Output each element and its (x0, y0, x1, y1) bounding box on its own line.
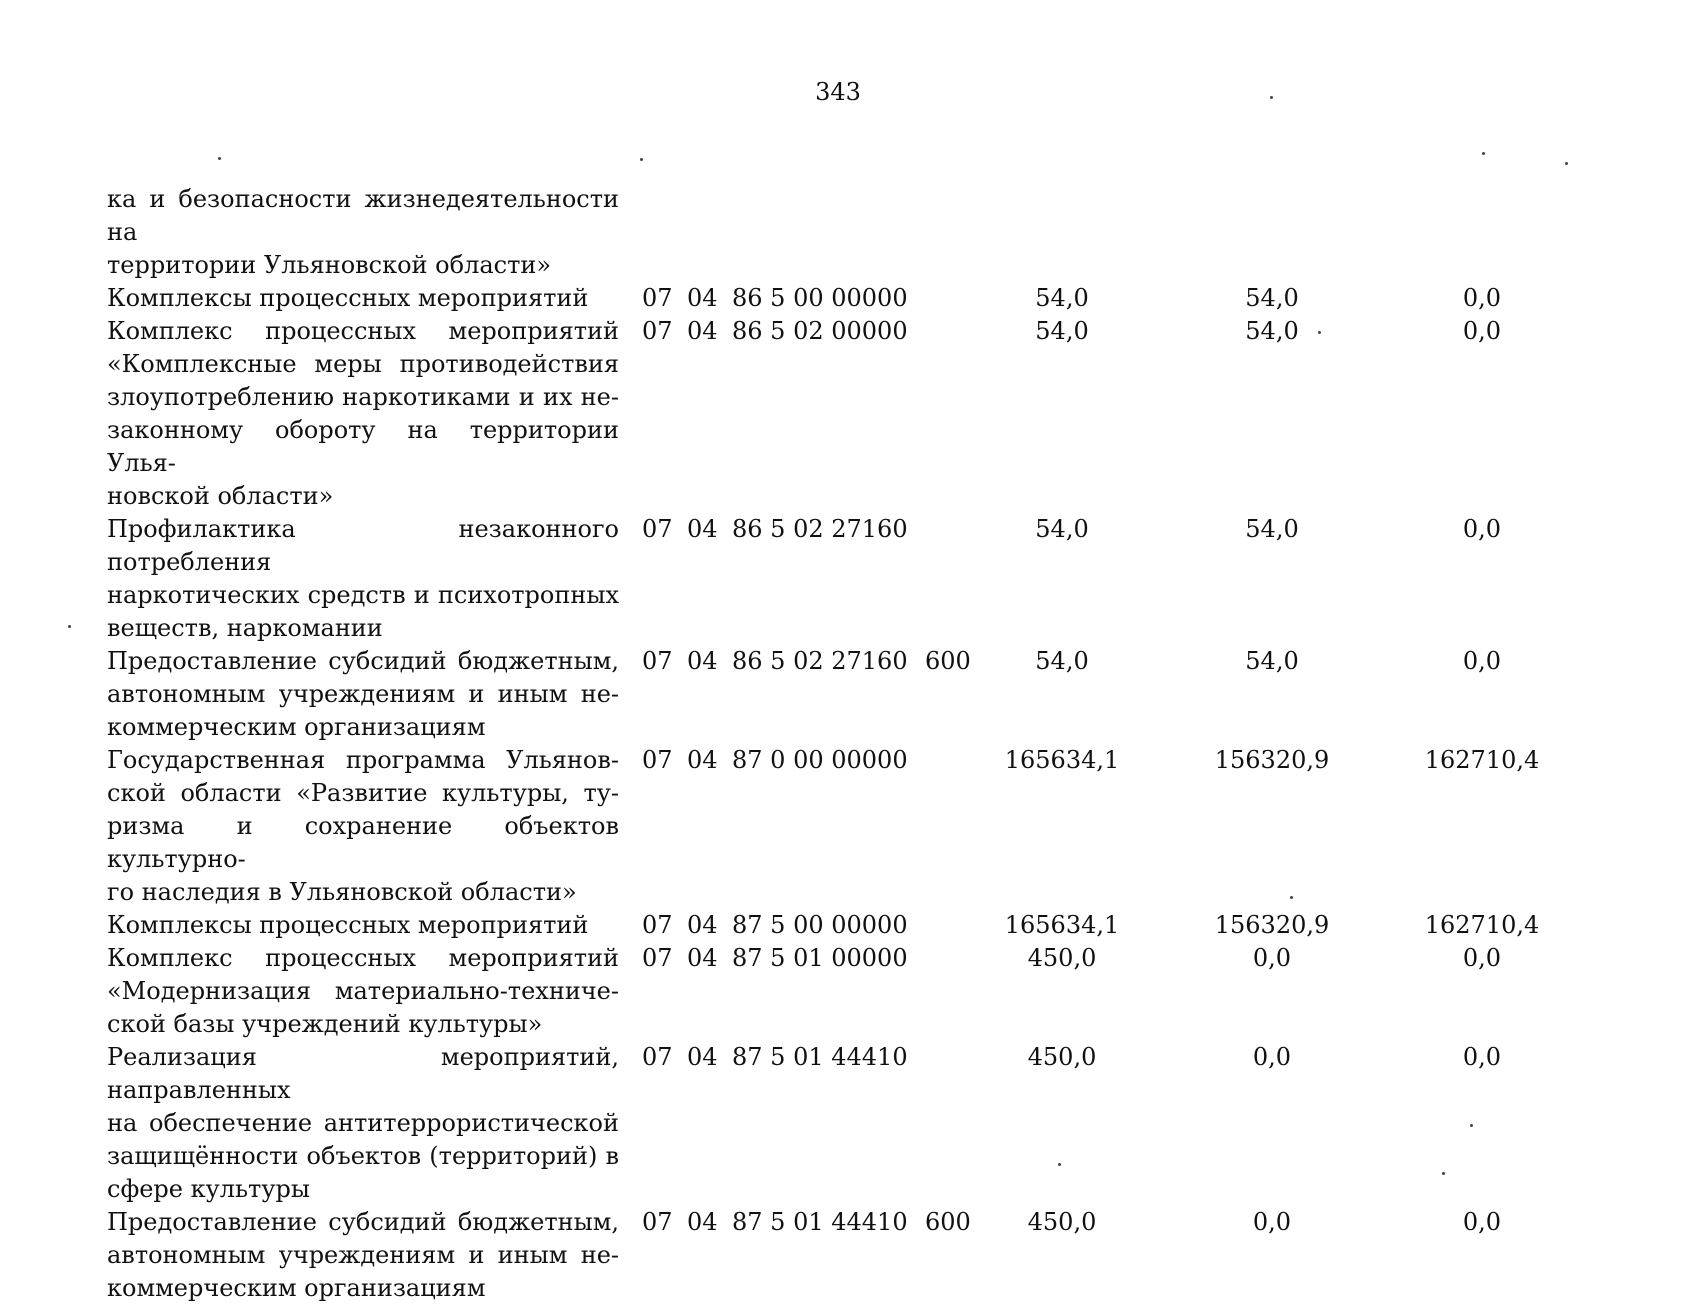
amount-year-3: 162710,4 (1424, 746, 1540, 774)
table-row (107, 513, 1587, 645)
table-row (107, 1041, 1587, 1206)
row-name-line: автономным учреждениям и иным не- (107, 680, 619, 708)
table-row (107, 282, 1587, 315)
subsection-code: 04 (687, 911, 718, 939)
table-row (107, 942, 1587, 1041)
section-code: 07 (642, 911, 673, 939)
row-name-line: ка и безопасности жизнедеятельности на (107, 185, 619, 246)
amount-year-2: 54,0 (1245, 647, 1299, 675)
row-name-line: злоупотреблению наркотиками и их не- (107, 383, 619, 411)
row-name-line: ризма и сохранение объектов культурно- (107, 812, 619, 873)
row-name (107, 513, 619, 645)
amount-year-3: 0,0 (1462, 1208, 1502, 1236)
row-name-line: Комплексы процессных мероприятий (107, 911, 589, 939)
amount-year-1: 165634,1 (1004, 746, 1120, 774)
scan-speck (1058, 1163, 1061, 1166)
table-row (107, 1206, 1587, 1305)
row-name (107, 942, 619, 1041)
target-article-code: 86 5 02 27160 (732, 647, 908, 675)
row-name-line: сфере культуры (107, 1175, 310, 1203)
amount-year-3: 162710,4 (1424, 911, 1540, 939)
target-article-code: 87 5 00 00000 (732, 911, 908, 939)
amount-year-3: 0,0 (1462, 317, 1502, 345)
page-number (0, 78, 1696, 106)
row-name-line: коммерческим организациям (107, 1274, 486, 1302)
scan-speck (1482, 152, 1485, 155)
scan-speck (1290, 896, 1293, 899)
amount-year-2: 156320,9 (1214, 911, 1330, 939)
amount-year-1: 54,0 (1035, 515, 1089, 543)
row-name (107, 315, 619, 513)
amount-year-2: 54,0 (1245, 284, 1299, 312)
row-name-line: «Модернизация материально-техниче- (107, 977, 619, 1005)
budget-table (107, 183, 1587, 1305)
amount-year-2: 0,0 (1252, 1043, 1292, 1071)
row-name-line: защищённости объектов (территорий) в (107, 1142, 619, 1170)
amount-year-1: 450,0 (1027, 944, 1097, 972)
amount-year-1: 450,0 (1027, 1208, 1097, 1236)
section-code: 07 (642, 746, 673, 774)
row-name-line: Профилактика незаконного потребления (107, 515, 619, 576)
subsection-code: 04 (687, 515, 718, 543)
expense-type-code: 600 (925, 1208, 971, 1236)
target-article-code: 87 0 00 00000 (732, 746, 908, 774)
section-code: 07 (642, 317, 673, 345)
amount-year-2: 156320,9 (1214, 746, 1330, 774)
amount-year-1: 54,0 (1035, 647, 1089, 675)
scan-speck (1470, 1124, 1473, 1127)
row-name-line: на обеспечение антитеррористической (107, 1109, 619, 1137)
table-row (107, 183, 1587, 282)
amount-year-2: 0,0 (1252, 1208, 1292, 1236)
row-name-line: Реализация мероприятий, направленных (107, 1043, 619, 1104)
table-row (107, 645, 1587, 744)
amount-year-3: 0,0 (1462, 944, 1502, 972)
row-name-line: коммерческим организациям (107, 713, 486, 741)
subsection-code: 04 (687, 1208, 718, 1236)
row-name-line: наркотических средств и психотропных (107, 581, 619, 609)
row-name-line: ской области «Развитие культуры, ту- (107, 779, 619, 807)
amount-year-2: 0,0 (1252, 944, 1292, 972)
section-code: 07 (642, 284, 673, 312)
subsection-code: 04 (687, 284, 718, 312)
row-name (107, 645, 619, 744)
section-code: 07 (642, 647, 673, 675)
row-name (107, 744, 619, 909)
row-name-line: территории Ульяновской области» (107, 251, 552, 279)
amount-year-2: 54,0 (1245, 515, 1299, 543)
row-name-line: законному обороту на территории Улья- (107, 416, 619, 477)
row-name-line: ской базы учреждений культуры» (107, 1010, 543, 1038)
scan-speck (218, 157, 221, 160)
row-name (107, 1041, 619, 1206)
section-code: 07 (642, 944, 673, 972)
row-name-line: «Комплексные меры противодействия (107, 350, 619, 378)
target-article-code: 86 5 02 27160 (732, 515, 908, 543)
row-name-line: веществ, наркомании (107, 614, 383, 642)
page-number-text: 343 (815, 78, 861, 106)
subsection-code: 04 (687, 1043, 718, 1071)
target-article-code: 86 5 02 00000 (732, 317, 908, 345)
row-name-line: Государственная программа Ульянов- (107, 746, 619, 774)
amount-year-1: 54,0 (1035, 317, 1089, 345)
row-name (107, 909, 619, 942)
subsection-code: 04 (687, 647, 718, 675)
row-name (107, 1206, 619, 1305)
amount-year-3: 0,0 (1462, 1043, 1502, 1071)
row-name-line: Комплекс процессных мероприятий (107, 317, 619, 345)
scan-speck (1565, 162, 1568, 165)
row-name (107, 282, 619, 315)
amount-year-3: 0,0 (1462, 515, 1502, 543)
section-code: 07 (642, 515, 673, 543)
amount-year-1: 165634,1 (1004, 911, 1120, 939)
section-code: 07 (642, 1043, 673, 1071)
row-name-line: автономным учреждениям и иным не- (107, 1241, 619, 1269)
amount-year-2: 54,0 (1245, 317, 1299, 345)
scan-speck (1442, 1172, 1445, 1175)
section-code: 07 (642, 1208, 673, 1236)
target-article-code: 87 5 01 44410 (732, 1208, 908, 1236)
table-row (107, 744, 1587, 909)
scan-speck (640, 158, 643, 161)
table-row (107, 909, 1587, 942)
table-row (107, 315, 1587, 513)
target-article-code: 87 5 01 44410 (732, 1043, 908, 1071)
scan-speck (1318, 331, 1321, 334)
row-name-line: го наследия в Ульяновской области» (107, 878, 577, 906)
amount-year-1: 450,0 (1027, 1043, 1097, 1071)
scan-speck (1270, 96, 1273, 99)
expense-type-code: 600 (925, 647, 971, 675)
amount-year-3: 0,0 (1462, 647, 1502, 675)
scan-speck (68, 625, 71, 628)
target-article-code: 86 5 00 00000 (732, 284, 908, 312)
subsection-code: 04 (687, 746, 718, 774)
row-name-line: Предоставление субсидий бюджетным, (107, 647, 619, 675)
row-name-line: новской области» (107, 482, 334, 510)
amount-year-3: 0,0 (1462, 284, 1502, 312)
target-article-code: 87 5 01 00000 (732, 944, 908, 972)
subsection-code: 04 (687, 944, 718, 972)
row-name-line: Комплекс процессных мероприятий (107, 944, 619, 972)
row-name-line: Предоставление субсидий бюджетным, (107, 1208, 619, 1236)
subsection-code: 04 (687, 317, 718, 345)
row-name (107, 183, 619, 282)
amount-year-1: 54,0 (1035, 284, 1089, 312)
row-name-line: Комплексы процессных мероприятий (107, 284, 589, 312)
